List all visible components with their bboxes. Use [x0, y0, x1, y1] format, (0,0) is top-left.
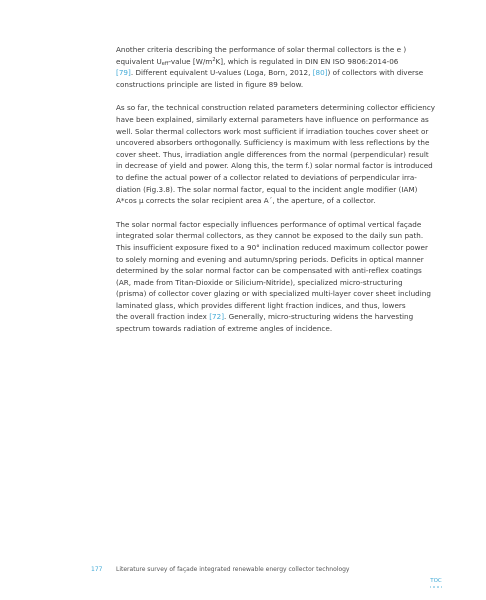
text-line: uncovered absorbers orthogonally. Sufficiency is maximum with less reflections by the	[116, 138, 430, 148]
text-line: A*cos μ corrects the solar recipient area A´, the aperture, of a collector.	[116, 196, 376, 206]
paragraph	[116, 219, 446, 335]
toc-link[interactable]: TOC	[430, 578, 442, 584]
text-line: [79]. Different equivalent U-values (Loga, Born, 2012, [80]) of collectors with diverse	[116, 68, 424, 78]
text-line: spectrum towards radiation of extreme angles of incidence.	[116, 324, 333, 334]
text-line: determined by the solar normal factor can be compensated with anti-reflex coatings	[116, 266, 422, 276]
text-line: to define the actual power of a collector related to deviations of perpendicular irra-	[116, 172, 417, 182]
text-line: (AR, made from Titan-Dioxide or Silicium-Nitride), specialized micro-structuring	[116, 277, 403, 287]
text-line: integrated solar thermal collectors, as they cannot be exposed to the daily sun path.	[116, 231, 424, 241]
main-text	[116, 44, 446, 347]
text-line: The solar normal factor especially influences performance of optimal vertical façade	[116, 219, 422, 229]
reference-link[interactable]: [72]	[209, 312, 225, 322]
text-line: well. Solar thermal collectors work most sufficient if irradiation touches cover sheet or	[116, 126, 429, 136]
reference-link[interactable]: [79]	[116, 68, 131, 78]
text-line: to solely morning and evening and autumn/spring periods. Deficits in optical manner	[116, 254, 424, 264]
text-line: This insufficient exposure fixed to a 90° inclination reduced maximum collector power	[116, 242, 428, 252]
text-line: in decrease of yield and power. Along this, the term f.) solar normal factor is introduced	[116, 161, 433, 171]
text-line: diation (Fig.3.8). The solar normal factor, equal to the incident angle modifier (IAM)	[116, 184, 418, 194]
text-line: equivalent $U_{eff}$-value $[W/m^2K]$, which is regulated in DIN EN ISO 9806:2014-06	[116, 56, 399, 67]
subscript: eff	[161, 60, 169, 67]
superscript: 2	[212, 56, 216, 63]
paragraph	[116, 102, 446, 206]
text-line: Another criteria describing the performance of solar thermal collectors is the e )	[116, 45, 407, 54]
text-line: laminated glass, which provides different light fraction indices, and thus, lowers	[116, 300, 406, 310]
page-footer	[0, 566, 486, 578]
text-line: the overall fraction index [72]. Generally, micro-structuring widens the harvesting	[116, 312, 414, 322]
text-line: cover sheet. Thus, irradiation angle differences from the normal (perpendicular) result	[116, 149, 429, 159]
text-line: As so far, the technical construction related parameters determining collector efficiency	[116, 103, 436, 113]
footer-title: Literature survey of façade integrated renewable energy collector technology	[116, 566, 350, 573]
text-line: constructions principle are listed in figure 89 below.	[116, 79, 304, 89]
reference-link[interactable]: [80]	[312, 68, 328, 78]
paragraph	[116, 44, 446, 90]
text-line: have been explained, similarly external parameters have influence on performance as	[116, 114, 429, 124]
toc-dots-icon	[426, 586, 446, 589]
page-number: 177	[91, 566, 103, 573]
text-line: (prisma) of collector cover glazing or with specialized multi-layer cover sheet including	[116, 289, 431, 299]
